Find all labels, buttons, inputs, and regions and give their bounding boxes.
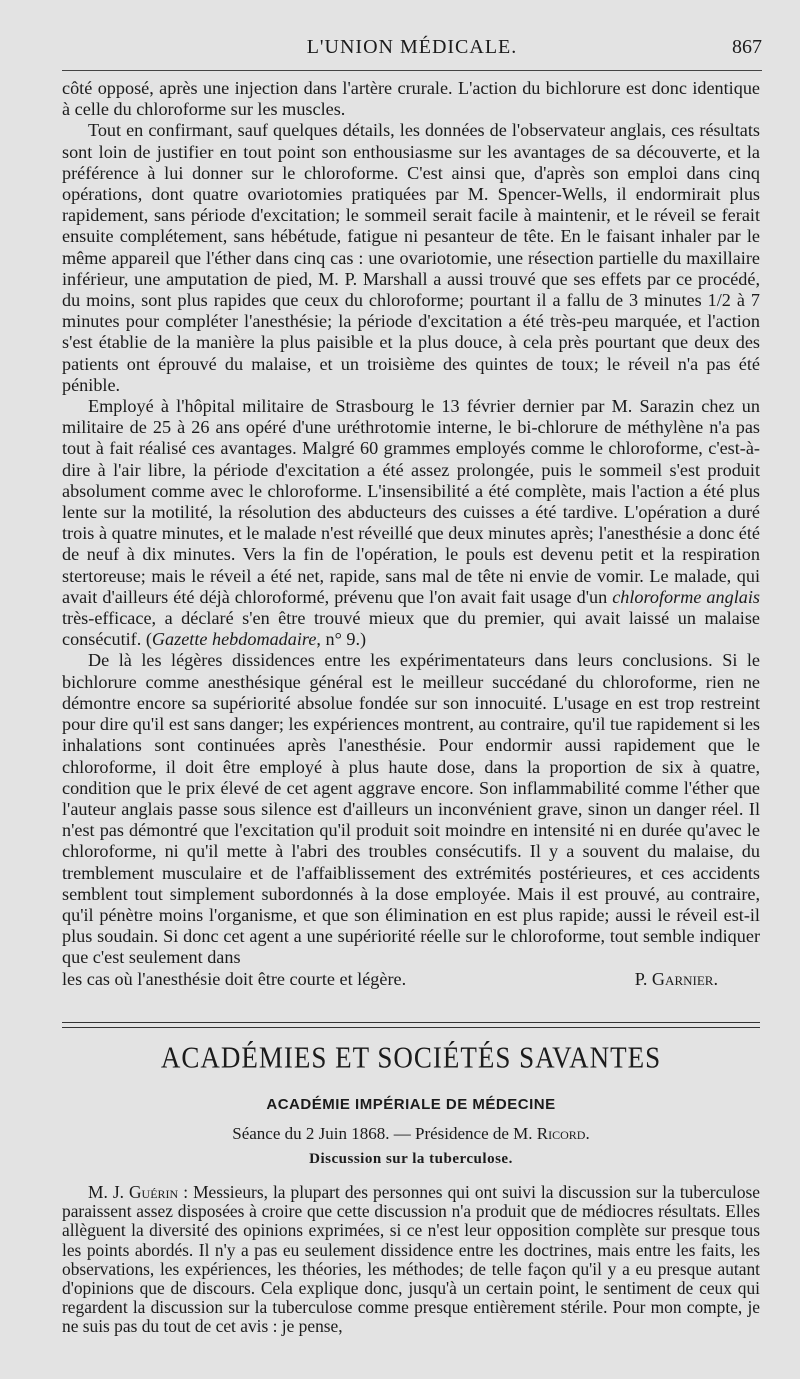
speech-text: : Messieurs, la plupart des personnes qui ont suivi la discussion sur la tuberculose paraissent assez disposées à croire que cette discussion n'a produit que de médiocres résultats. Elles allèguent la diversité des opinions exprimées, si ce n'est leur opposition complète sur presque tous les points abordés. Il n'y a pas eu seulement dissidence entre les doctrines, mais entre les faits, les observations, les expériences, les théories, les méthodes; de telle façon qu'il y a eu presque autant d'opinions que de discours. Cela explique donc, jusqu'à un certain point, le sentiment de ceux qui regardent la discussion sur la tuberculose comme presque entièrement stérile. Pour mon compte, je ne suis pas du tout de cet avis : je pense, bbox=[62, 1182, 761, 1337]
signature-line bbox=[62, 969, 760, 990]
session-line bbox=[62, 1124, 760, 1144]
discussion-title: Discussion sur la tuberculose. bbox=[309, 1151, 513, 1167]
article-paragraph bbox=[62, 396, 760, 650]
academy-title: ACADÉMIE IMPÉRIALE DE MÉDECINE bbox=[266, 1096, 556, 1113]
article-paragraph: De là les légères dissidences entre les expérimentateurs dans leurs conclusions. Si le bichlorure comme anesthésique général est le meilleur succédané du chloroforme, rien ne démontre encore sa supériorité absolue fondée sur son innocuité. L'usage en est trop restreint pour dire qu'il est sans danger; les expériences montrent, au contraire, qu'il tue rapidement si les inhalations sont continuées après l'anesthésie. Pour endormir aussi rapidement que le chloroforme, il doit être employé à plus haute dose, dans la proportion de six à quatre, condition que le prix élevé de cet agent aggrave encore. Son inflammabilité comme l'éther que l'auteur anglais passe sous silence est d'ailleurs un inconvénient grave, sinon un danger réel. Il n'est pas démontré que l'excitation qu'il produit soit moindre en intensité ni en durée qu'avec le chloroforme, ni qu'il mette à l'abri des troubles consécutifs. Il y a souvent du malaise, du tremblement musculaire et de l'affaiblissement des extrémités postérieures, et ces accidents semblent tout simplement subordonnés à la dose employée. Mais il est prouvé, au contraire, qu'il pénètre moins l'organisme, et que son élimination en est plus rapide; aussi le réveil est-il plus soudain. Si donc cet agent a une supériorité réelle sur le chloroforme, tout semble indiquer que c'est seulement dans bbox=[62, 650, 760, 968]
italic-term: chloroforme anglais bbox=[612, 586, 760, 607]
page-number: 867 bbox=[732, 36, 762, 58]
author-signature: P. Garnier. bbox=[634, 968, 718, 989]
session-text: Séance du 2 Juin 1868. — Présidence de M. bbox=[232, 1124, 533, 1143]
section-divider bbox=[62, 1022, 760, 1028]
citation-source: Gazette hebdomadaire bbox=[151, 629, 317, 650]
header-rule bbox=[62, 70, 762, 71]
article-paragraph: Tout en confirmant, sauf quelques détails, les données de l'observateur anglais, ces résultats sont loin de justifier en tout point son enthousiasme sur les avantages de sa découverte, et la préférence à lui donner sur le chloroforme. C'est ainsi que, d'après son emploi dans cinq opérations, dont quatre ovariotomies pratiquées par M. Spencer-Wells, il endormirait plus rapidement, sans période d'excitation; le sommeil serait facile à maintenir, et le réveil se ferait ensuite complétement, sans hébétude, fatigue ni pesanteur de tête. En le faisant inhaler par le même appareil que l'éther dans cinq cas : une ovariotomie, une résection partielle du maxillaire inférieur, une amputation de pied, M. P. Marshall a aussi trouvé que ses effets par ce procédé, du moins, sont plus rapides que ceux du chloroforme; pourtant il a fallu de 3 minutes 1/2 à 7 minutes pour compléter l'anesthésie; la période d'excitation a été très-peu marquée, et l'action s'est établie de la manière la plus paisible et la plus douce, à cela près pourtant que deux des patients ont éprouvé du malaise, et un troisième des quintes de toux; le réveil n'a pas été pénible. bbox=[62, 120, 760, 395]
page-header bbox=[62, 36, 762, 70]
article-paragraph: côté opposé, après une injection dans l'artère crurale. L'action du bichlorure est donc identique à celle du chloroforme sur les muscles. bbox=[62, 78, 760, 120]
running-title: L'UNION MÉDICALE. bbox=[306, 36, 518, 58]
president-name: Ricord. bbox=[536, 1124, 590, 1143]
speech-paragraph bbox=[62, 1183, 760, 1337]
article-body bbox=[62, 78, 760, 990]
paragraph-text: très-efficace, a déclaré s'en être trouvé mieux que du premier, qui avait laissé un malaise consécutif. ( bbox=[62, 608, 760, 650]
speaker-name: M. J. Guérin bbox=[88, 1182, 179, 1202]
paragraph-text: Employé à l'hôpital militaire de Strasbourg le 13 février dernier par M. Sarazin chez un militaire de 25 à 26 ans opéré d'une uréthrotomie interne, le bi-chlorure de méthylène n'a pas tout à fait réalisé ces avantages. Malgré 60 grammes employés comme le chloroforme, c'est-à-dire à l'air libre, la période d'excitation a été assez prolongée, puis le sommeil s'est produit absolument comme avec le chloroforme. L'insensibilité a été complète, mais l'action a été plus lente sur la motilité, la résolution des abducteurs des cuisses a été tardive. L'opération a duré trois à quatre minutes, et le malade n'est réveillé que deux minutes après; l'anesthésie a donc été de neuf à dix minutes. Vers la fin de l'opération, le pouls est devenu petit et la respiration stertoreuse; mais le réveil a été net, rapide, sans mal de tête ni envie de vomir. Le malade, qui avait d'ailleurs été déjà chloroformé, prévenu que l'on avait fait usage d'un bbox=[62, 396, 760, 607]
paragraph-text: , n° 9.) bbox=[316, 629, 367, 650]
section-title: ACADÉMIES ET SOCIÉTÉS SAVANTES bbox=[160, 1039, 662, 1075]
speech-body bbox=[62, 1183, 760, 1337]
closing-line: les cas où l'anesthésie doit être courte et légère. bbox=[62, 968, 407, 989]
